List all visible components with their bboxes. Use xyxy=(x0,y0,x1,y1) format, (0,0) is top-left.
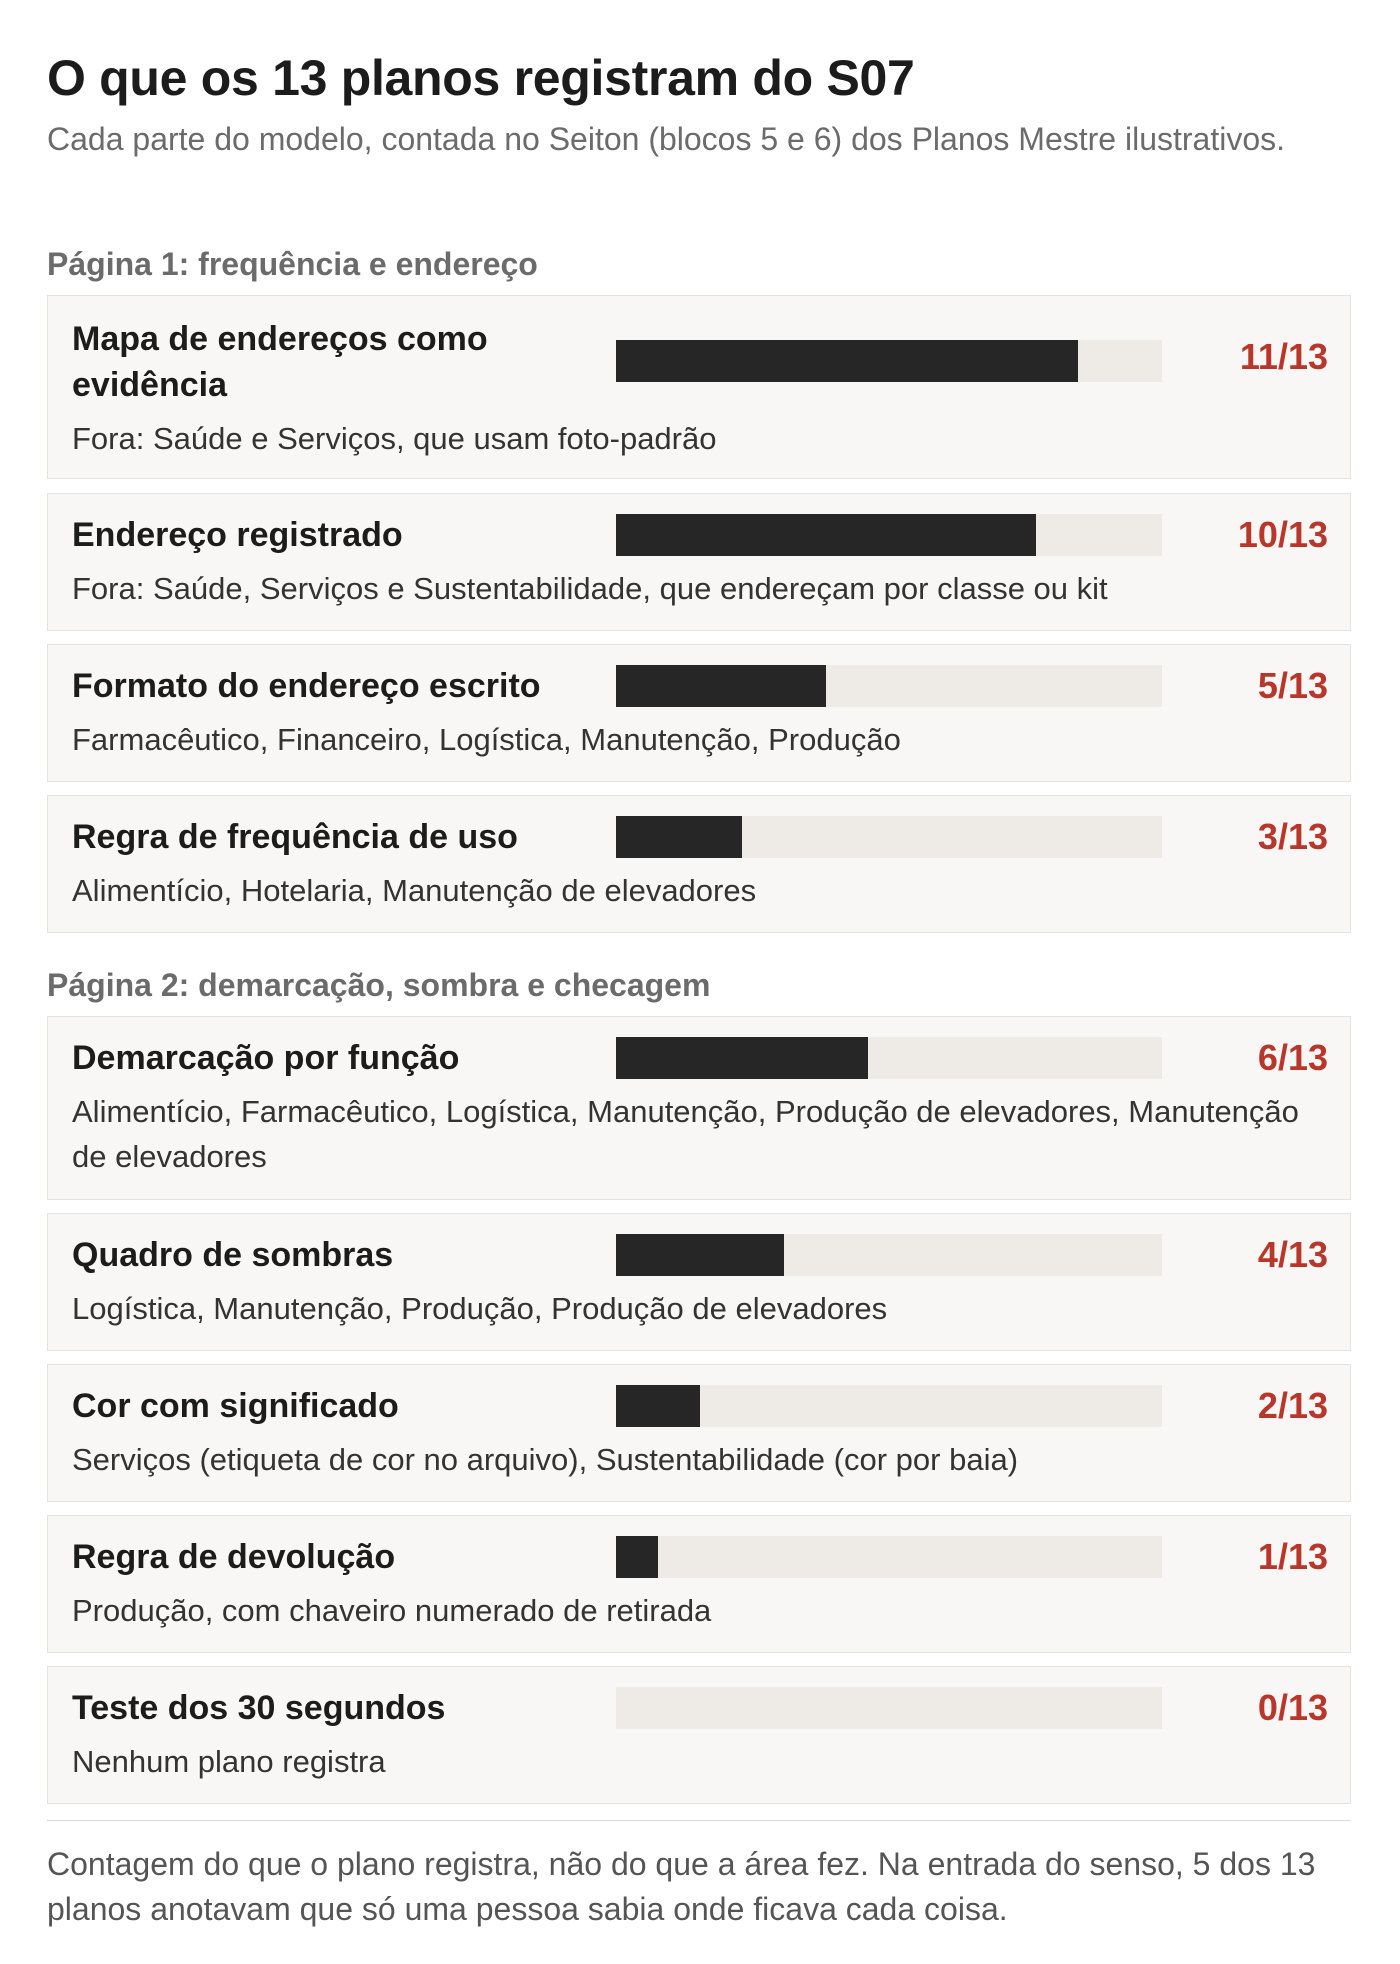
bar-note: Fora: Saúde e Serviços, que usam foto-padrão xyxy=(72,421,717,456)
bar-track xyxy=(616,1385,1162,1427)
bar-row-card xyxy=(47,1364,1351,1502)
bar-value-label: 10/13 xyxy=(1237,514,1328,555)
bar-category-label: Cor com significado xyxy=(72,1387,399,1425)
bar-category-label: Regra de devolução xyxy=(72,1538,396,1576)
bar xyxy=(616,816,742,858)
bar-note: Alimentício, Farmacêutico, Logística, Manutenção, Produção de elevadores, Manutenção de elevadores xyxy=(72,1094,1299,1174)
bar-category-label: Teste dos 30 segundos xyxy=(72,1689,446,1727)
bar-track xyxy=(616,514,1162,556)
bar-value-label: 4/13 xyxy=(1257,1234,1328,1275)
chart-subtitle: Cada parte do modelo, contada no Seiton (blocos 5 e 6) dos Planos Mestre ilustrativos. xyxy=(47,121,1286,157)
bar-note: Farmacêutico, Financeiro, Logística, Manutenção, Produção xyxy=(72,722,901,757)
bar xyxy=(616,1234,784,1276)
bar-note: Logística, Manutenção, Produção, Produção de elevadores xyxy=(72,1291,888,1326)
section-title: Página 2: demarcação, sombra e checagem xyxy=(47,967,711,1003)
bar-row-card xyxy=(47,1016,1351,1200)
bar-value-label: 6/13 xyxy=(1257,1037,1328,1078)
bar-value-label: 5/13 xyxy=(1257,665,1328,706)
bar xyxy=(616,340,1078,382)
bar xyxy=(616,514,1036,556)
bar-note: Alimentício, Hotelaria, Manutenção de elevadores xyxy=(72,873,757,908)
bar-track xyxy=(616,665,1162,707)
bar-category-label: Mapa de endereços como evidência xyxy=(72,320,488,404)
bar-category-label: Regra de frequência de uso xyxy=(72,818,518,856)
bar-row-card xyxy=(47,493,1351,631)
bar-track xyxy=(616,1536,1162,1578)
bar-row-card xyxy=(47,1515,1351,1653)
bar-note: Serviços (etiqueta de cor no arquivo), Sustentabilidade (cor por baia) xyxy=(72,1442,1019,1477)
footer-note: Contagem do que o plano registra, não do que a área fez. Na entrada do senso, 5 dos 13 planos anotavam que só uma pessoa sabia onde ficava cada coisa. xyxy=(47,1846,1316,1927)
bar-category-label: Formato do endereço escrito xyxy=(72,667,541,705)
bar-value-label: 11/13 xyxy=(1239,336,1328,377)
bar-row-card xyxy=(47,295,1351,479)
bar-note: Produção, com chaveiro numerado de retirada xyxy=(72,1593,712,1628)
bar-value-label: 0/13 xyxy=(1257,1687,1328,1728)
bar-category-label: Quadro de sombras xyxy=(72,1236,394,1274)
bar-value-label: 1/13 xyxy=(1257,1536,1328,1577)
bar-value-label: 2/13 xyxy=(1257,1385,1328,1426)
footer-divider xyxy=(47,1820,1351,1821)
bar-track xyxy=(616,1234,1162,1276)
bar-row-card xyxy=(47,1213,1351,1351)
bar-row-card xyxy=(47,644,1351,782)
bar-value-label: 3/13 xyxy=(1257,816,1328,857)
bar xyxy=(616,1536,658,1578)
chart-title: O que os 13 planos registram do S07 xyxy=(47,50,915,106)
bar-track xyxy=(616,340,1162,382)
bar-note: Nenhum plano registra xyxy=(72,1744,386,1779)
bar xyxy=(616,665,826,707)
bar-category-label: Demarcação por função xyxy=(72,1039,460,1077)
bar-track xyxy=(616,1687,1162,1729)
bar-row-card xyxy=(47,795,1351,933)
bar-row-card xyxy=(47,1666,1351,1804)
bar-track xyxy=(616,1037,1162,1079)
bar-note: Fora: Saúde, Serviços e Sustentabilidade, que endereçam por classe ou kit xyxy=(72,571,1108,606)
bar-category-label: Endereço registrado xyxy=(72,516,403,554)
bar xyxy=(616,1037,868,1079)
section-title: Página 1: frequência e endereço xyxy=(47,246,538,282)
bar-track xyxy=(616,816,1162,858)
bar xyxy=(616,1385,700,1427)
